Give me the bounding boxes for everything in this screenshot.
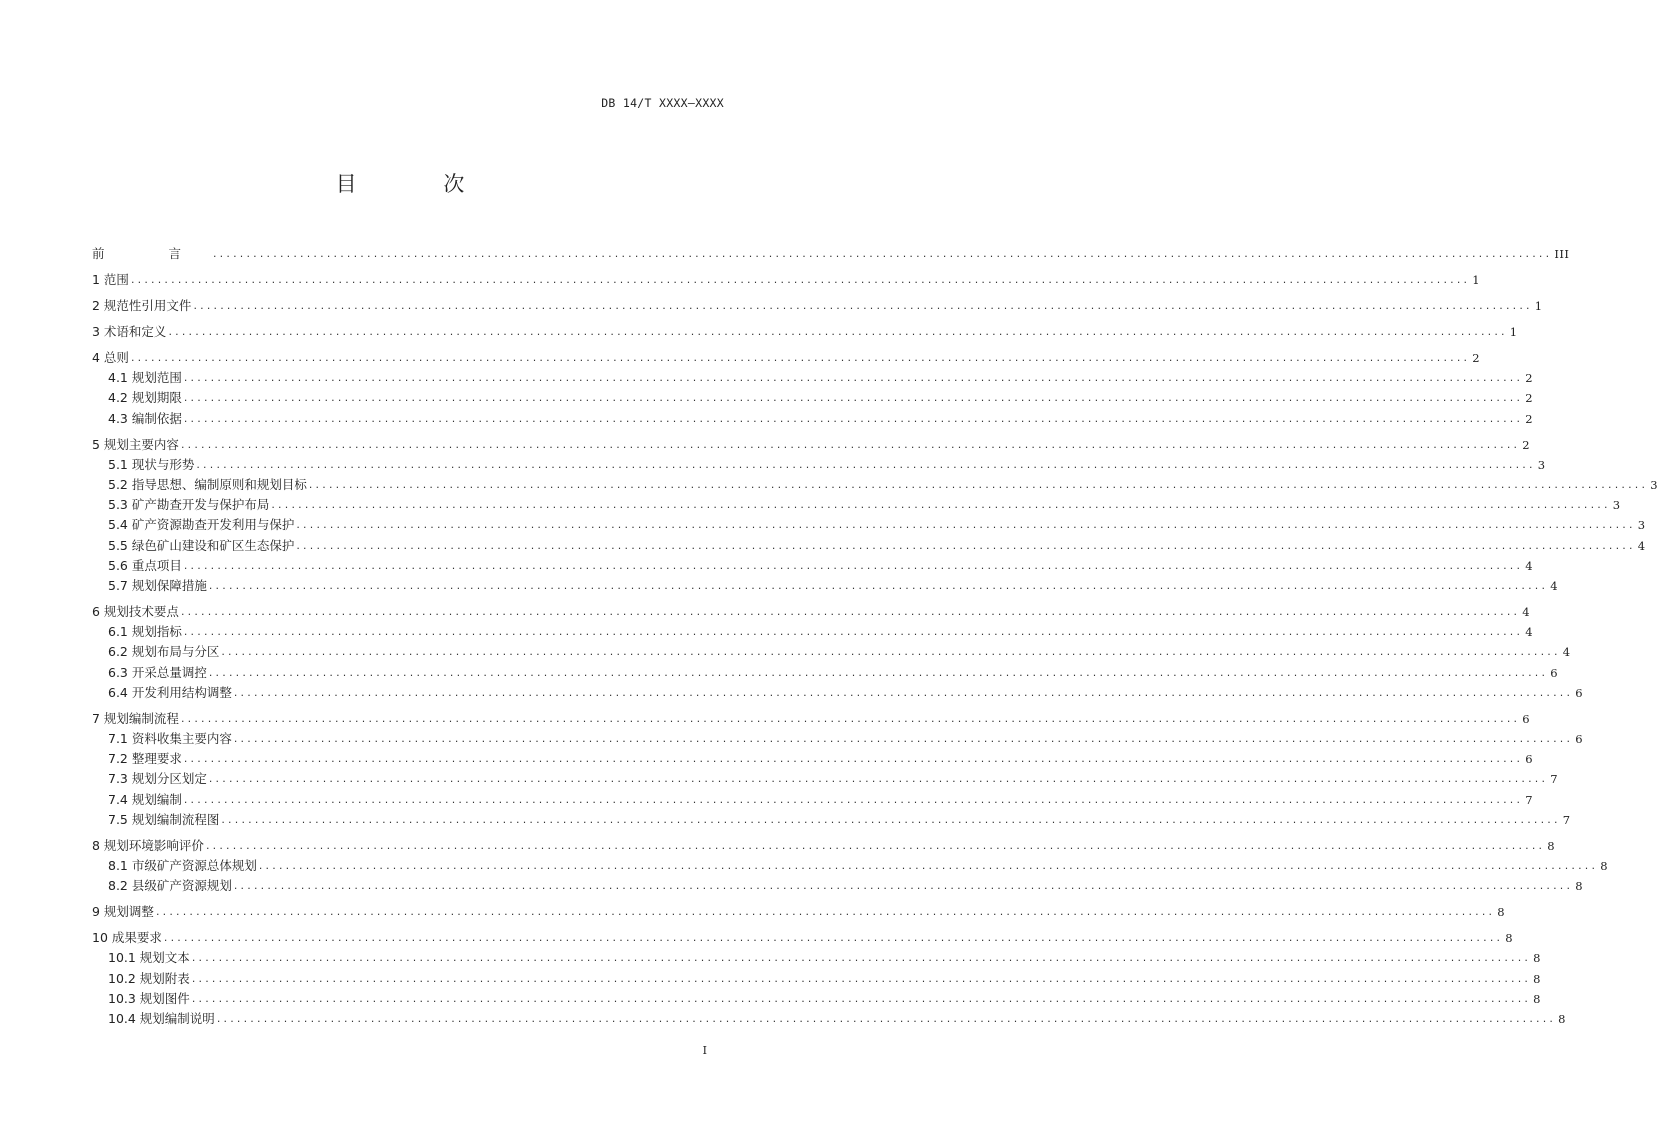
toc-entry[interactable] bbox=[108, 386, 1534, 406]
toc-leader-dots: ........................................................................................................................................................................................................ bbox=[233, 732, 1574, 745]
toc-entry-label: 10.2 规划附表 bbox=[108, 970, 190, 986]
toc-entry-label: 10 成果要求 bbox=[92, 930, 162, 946]
toc-entry-label: 8.1 市级矿产资源总体规划 bbox=[108, 858, 257, 873]
toc-leader-dots: ........................................................................................................................................................................................................ bbox=[191, 971, 1532, 985]
toc-entry-label: 5.4 矿产资源勘查开发利用与保护 bbox=[108, 517, 295, 533]
toc-entry-label: 5.1 现状与形势 bbox=[108, 456, 195, 472]
toc-entry-label: 5.5 绿色矿山建设和矿区生态保护 bbox=[108, 537, 295, 553]
toc-entry-label: 6.4 开发利用结构调整 bbox=[108, 684, 232, 700]
toc-entry[interactable] bbox=[108, 747, 1534, 767]
toc-entry[interactable] bbox=[108, 640, 1571, 660]
toc-entry-page: 2 bbox=[1522, 437, 1531, 452]
toc-entry-page: 7 bbox=[1550, 772, 1559, 787]
toc-entry-page: 8 bbox=[1533, 991, 1541, 1006]
toc-leader-dots: ........................................................................................................................................................................................................ bbox=[212, 247, 1553, 260]
toc-entry-label: 8 规划环境影响评价 bbox=[92, 837, 204, 853]
toc-entry[interactable] bbox=[108, 661, 1559, 681]
toc-entry-label: 10.4 规划编制说明 bbox=[108, 1011, 215, 1026]
toc-entry[interactable] bbox=[92, 834, 1556, 854]
toc-entry[interactable] bbox=[92, 268, 1481, 288]
toc-entry[interactable] bbox=[108, 1007, 1566, 1027]
toc-leader-dots: ........................................................................................................................................................................................................ bbox=[216, 1012, 1557, 1025]
toc-entry-page: III bbox=[1554, 247, 1570, 261]
toc-leader-dots: ........................................................................................................................................................................................................ bbox=[221, 645, 1561, 659]
toc-entry-label: 7.2 整理要求 bbox=[108, 751, 182, 767]
toc-entry-label: 5 规划主要内容 bbox=[92, 436, 179, 452]
toc-entry-label: 4.3 编制依据 bbox=[108, 410, 182, 426]
toc-leader-dots: ........................................................................................................................................................................................................ bbox=[180, 437, 1521, 451]
toc-leader-dots: ........................................................................................................................................................................................................ bbox=[191, 951, 1532, 965]
toc-entry[interactable] bbox=[108, 574, 1559, 594]
toc-entry[interactable] bbox=[108, 767, 1559, 787]
toc-entry-label: 前 言 bbox=[92, 246, 211, 261]
toc-entry-page: 1 bbox=[1509, 325, 1518, 339]
toc-entry-page: 4 bbox=[1525, 625, 1534, 640]
toc-leader-dots: ........................................................................................................................................................................................................ bbox=[130, 273, 1471, 286]
toc-entry-page: 8 bbox=[1575, 879, 1584, 894]
toc-entry-page: 7 bbox=[1525, 792, 1534, 807]
toc-entry-page: 4 bbox=[1550, 579, 1559, 593]
toc-entry-page: 2 bbox=[1525, 411, 1534, 426]
toc-leader-dots: ........................................................................................................................................................................................................ bbox=[208, 665, 1549, 679]
toc-entry-label: 7.5 规划编制流程图 bbox=[108, 811, 220, 827]
toc-entry-page: 1 bbox=[1472, 273, 1481, 287]
toc-leader-dots: ........................................................................................................................................................................................................ bbox=[208, 579, 1549, 592]
toc-entry-label: 1 范围 bbox=[92, 272, 129, 287]
toc-leader-dots: ........................................................................................................................................................................................................ bbox=[258, 859, 1599, 872]
toc-entry-label: 5.7 规划保障措施 bbox=[108, 578, 207, 593]
toc-entry-page: 7 bbox=[1562, 812, 1571, 827]
toc-leader-dots: ........................................................................................................................................................................................................ bbox=[221, 812, 1561, 826]
toc-entry[interactable] bbox=[108, 513, 1646, 533]
toc-entry-page: 2 bbox=[1525, 371, 1534, 386]
toc-entry[interactable] bbox=[108, 874, 1584, 894]
toc-leader-dots: ........................................................................................................................................................................................................ bbox=[183, 391, 1524, 405]
toc-leader-dots: ........................................................................................................................................................................................................ bbox=[183, 625, 1524, 639]
toc-entry-label: 7.4 规划编制 bbox=[108, 791, 182, 807]
toc-entry-label: 2 规范性引用文件 bbox=[92, 298, 192, 313]
toc-entry[interactable] bbox=[92, 600, 1531, 620]
toc-entry[interactable] bbox=[92, 926, 1514, 946]
toc-entry[interactable] bbox=[92, 900, 1506, 920]
toc-leader-dots: ........................................................................................................................................................................................................ bbox=[196, 457, 1536, 471]
toc-entry-label: 6.1 规划指标 bbox=[108, 624, 182, 640]
toc-entry[interactable] bbox=[92, 707, 1531, 727]
toc-entry[interactable] bbox=[108, 788, 1534, 808]
toc-leader-dots: ........................................................................................................................................................................................................ bbox=[193, 299, 1533, 312]
toc-leader-dots: ........................................................................................................................................................................................................ bbox=[163, 931, 1504, 945]
toc-entry[interactable] bbox=[92, 433, 1531, 453]
toc-leader-dots: ........................................................................................................................................................................................................ bbox=[180, 605, 1521, 618]
toc-entry-label: 3 术语和定义 bbox=[92, 324, 167, 339]
toc-leader-dots: ........................................................................................................................................................................................................ bbox=[296, 518, 1636, 532]
toc-entry-label: 5.3 矿产勘查开发与保护布局 bbox=[108, 497, 270, 513]
toc-leader-dots: ........................................................................................................................................................................................................ bbox=[308, 478, 1649, 491]
toc-entry-page: 1 bbox=[1534, 299, 1543, 313]
toc-leader-dots: ........................................................................................................................................................................................................ bbox=[183, 752, 1524, 766]
toc-entry[interactable] bbox=[108, 727, 1584, 747]
toc-entry-page: 3 bbox=[1537, 457, 1546, 472]
toc-leader-dots: ........................................................................................................................................................................................................ bbox=[183, 371, 1524, 385]
toc-leader-dots: ........................................................................................................................................................................................................ bbox=[183, 558, 1524, 572]
toc-entry-label: 4.1 规划范围 bbox=[108, 370, 182, 386]
toc-entry[interactable] bbox=[108, 967, 1541, 987]
toc-entry[interactable] bbox=[108, 366, 1534, 386]
toc-leader-dots: ........................................................................................................................................................................................................ bbox=[205, 838, 1546, 852]
toc-entry-page: 8 bbox=[1533, 951, 1541, 966]
toc-entry-label: 6.3 开采总量调控 bbox=[108, 664, 207, 680]
toc-entry[interactable] bbox=[108, 681, 1584, 701]
toc-entry-label: 8.2 县级矿产资源规划 bbox=[108, 878, 232, 894]
toc-entry-page: 6 bbox=[1525, 752, 1534, 767]
toc-entry-page: 6 bbox=[1575, 732, 1584, 746]
toc-entry-page: 8 bbox=[1558, 1012, 1566, 1026]
toc-entry[interactable] bbox=[92, 242, 1570, 262]
toc-entry[interactable] bbox=[108, 808, 1571, 828]
toc-entry-label: 7.3 规划分区划定 bbox=[108, 771, 207, 787]
toc-leader-dots: ........................................................................................................................................................................................................ bbox=[183, 411, 1524, 425]
toc-entry-page: 6 bbox=[1522, 711, 1531, 726]
toc-leader-dots: ........................................................................................................................................................................................................ bbox=[233, 685, 1574, 699]
toc-entry-label: 5.6 重点项目 bbox=[108, 557, 182, 573]
toc-entry-page: 4 bbox=[1525, 558, 1534, 573]
toc-entry[interactable] bbox=[108, 620, 1534, 640]
toc-entry-page: 6 bbox=[1550, 665, 1559, 680]
toc-entry-page: 8 bbox=[1497, 905, 1506, 920]
toc-entry-page: 8 bbox=[1533, 971, 1541, 986]
toc-entry-page: 4 bbox=[1562, 645, 1571, 660]
toc-entry-page: 6 bbox=[1575, 685, 1584, 700]
toc-entry-label: 6 规划技术要点 bbox=[92, 604, 179, 619]
toc-entry-label: 9 规划调整 bbox=[92, 904, 154, 920]
toc-entry-page: 4 bbox=[1637, 538, 1646, 553]
toc-entry[interactable] bbox=[92, 320, 1518, 340]
toc-leader-dots: ........................................................................................................................................................................................................ bbox=[208, 772, 1549, 786]
toc-leader-dots: ........................................................................................................................................................................................................ bbox=[271, 498, 1611, 512]
toc-entry-label: 7 规划编制流程 bbox=[92, 710, 179, 726]
page-title: 目 次 bbox=[335, 172, 505, 196]
toc-leader-dots: ........................................................................................................................................................................................................ bbox=[130, 351, 1471, 364]
toc-entry-page: 3 bbox=[1637, 518, 1646, 533]
toc-leader-dots: ........................................................................................................................................................................................................ bbox=[233, 879, 1574, 893]
toc-entry[interactable] bbox=[108, 854, 1609, 874]
toc-entry-label: 6.2 规划布局与分区 bbox=[108, 644, 220, 660]
toc-leader-dots: ........................................................................................................................................................................................................ bbox=[180, 711, 1521, 725]
toc-entry[interactable] bbox=[92, 294, 1543, 314]
toc-leader-dots: ........................................................................................................................................................................................................ bbox=[155, 905, 1496, 919]
toc-entry-label: 7.1 资料收集主要内容 bbox=[108, 731, 232, 746]
toc-entry-page: 4 bbox=[1522, 605, 1531, 619]
toc-entry-page: 3 bbox=[1650, 478, 1658, 492]
toc-entry-page: 3 bbox=[1612, 498, 1621, 513]
toc-leader-dots: ........................................................................................................................................................................................................ bbox=[191, 991, 1532, 1005]
toc-entry[interactable] bbox=[108, 987, 1541, 1007]
toc-entry-page: 8 bbox=[1547, 838, 1556, 853]
toc-entry-label: 10.3 规划图件 bbox=[108, 990, 190, 1006]
toc-entry[interactable] bbox=[108, 554, 1534, 574]
toc-entry-label: 4.2 规划期限 bbox=[108, 390, 182, 406]
toc-leader-dots: ........................................................................................................................................................................................................ bbox=[168, 325, 1508, 338]
toc-entry-page: 8 bbox=[1600, 859, 1609, 873]
toc-entry-label: 5.2 指导思想、编制原则和规划目标 bbox=[108, 477, 307, 492]
toc-entry-page: 8 bbox=[1505, 931, 1514, 946]
toc-entry[interactable] bbox=[108, 473, 1658, 493]
toc-entry[interactable] bbox=[108, 453, 1546, 473]
toc-entry[interactable] bbox=[108, 534, 1646, 554]
toc-entry-page: 2 bbox=[1525, 391, 1534, 406]
document-code: DB 14/T XXXX—XXXX bbox=[601, 96, 724, 110]
toc-leader-dots: ........................................................................................................................................................................................................ bbox=[296, 538, 1636, 552]
toc-entry[interactable] bbox=[108, 407, 1534, 427]
toc-entry[interactable] bbox=[108, 946, 1541, 966]
toc-entry-page: 2 bbox=[1472, 351, 1481, 365]
toc-entry-label: 4 总则 bbox=[92, 350, 129, 365]
toc-leader-dots: ........................................................................................................................................................................................................ bbox=[183, 792, 1524, 806]
toc-entry[interactable] bbox=[108, 493, 1621, 513]
toc-entry[interactable] bbox=[92, 346, 1481, 366]
toc-entry-label: 10.1 规划文本 bbox=[108, 950, 190, 966]
page-number: I bbox=[702, 1044, 707, 1057]
